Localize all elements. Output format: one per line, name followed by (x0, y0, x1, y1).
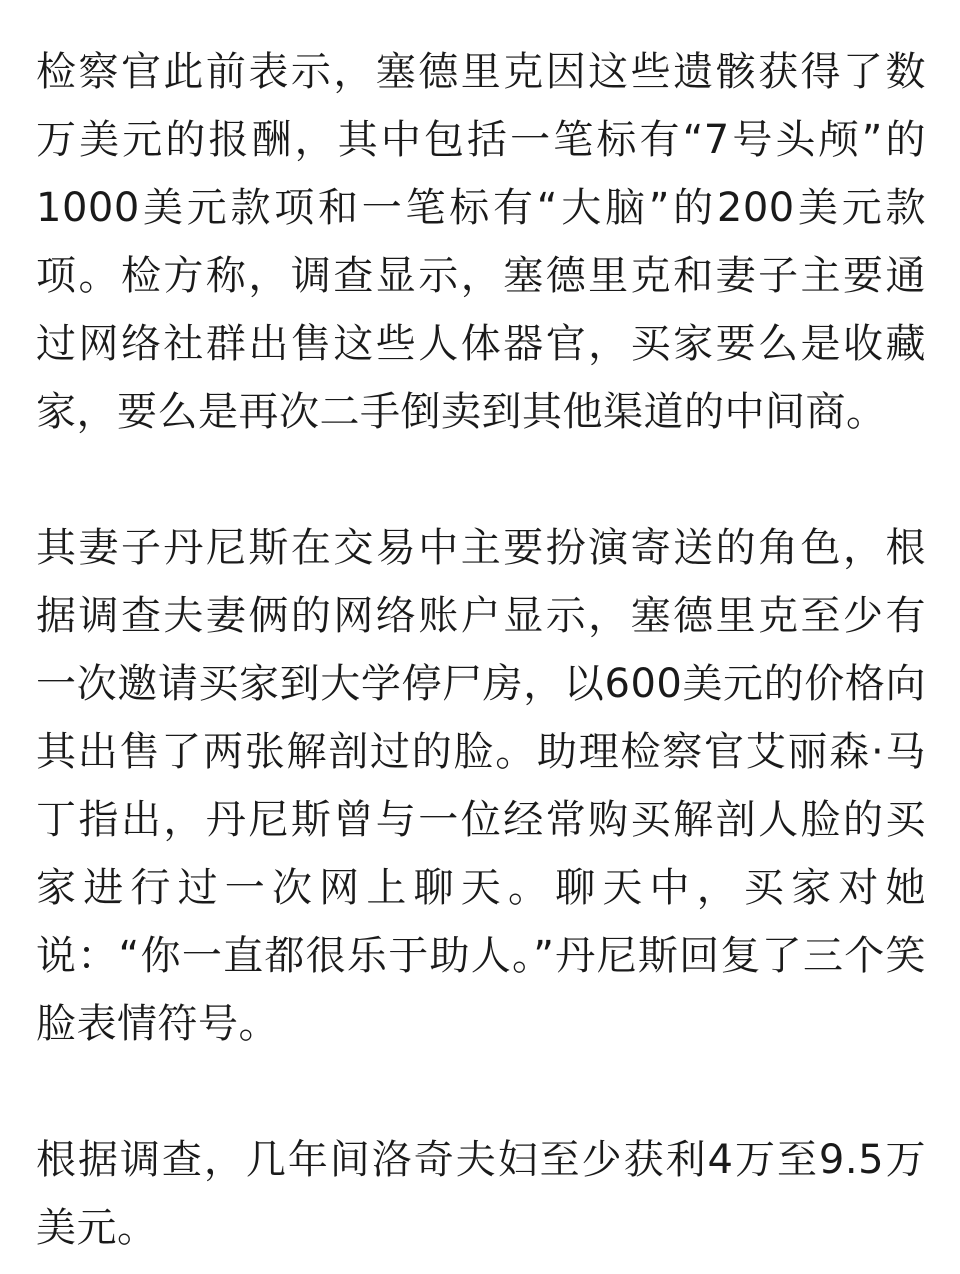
paragraph-1: 检察官此前表示，塞德里克因这些遗骸获得了数万美元的报酬，其中包括一笔标有“7号头颅”的1000美元款项和一笔标有“大脑”的200美元款项。检方称，调查显示，塞德里克和妻子主要通过网络社群出售这些人体器官，买家要么是收藏家，要么是再次二手倒卖到其他渠道的中间商。 (36, 49, 926, 435)
paragraph-3: 根据调查，几年间洛奇夫妇至少获利4万至9.5万美元。 (36, 1137, 926, 1251)
article-body (36, 38, 926, 1262)
paragraph-2: 其妻子丹尼斯在交易中主要扮演寄送的角色，根据调查夫妻俩的网络账户显示，塞德里克至少有一次邀请买家到大学停尸房，以600美元的价格向其出售了两张解剖过的脸。助理检察官艾丽森·马丁指出，丹尼斯曾与一位经常购买解剖人脸的买家进行过一次网上聊天。聊天中，买家对她说：“你一直都很乐于助人。”丹尼斯回复了三个笑脸表情符号。 (36, 525, 926, 1047)
